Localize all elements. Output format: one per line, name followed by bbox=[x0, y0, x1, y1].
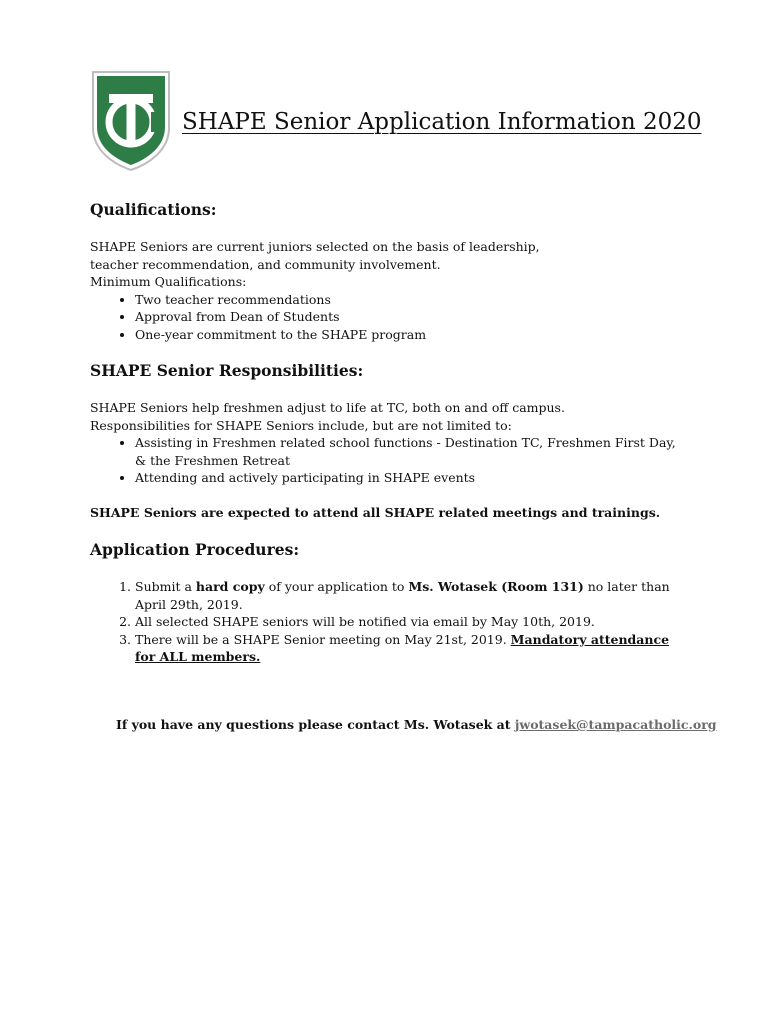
list-item: • One-year commitment to the SHAPE program bbox=[135, 326, 690, 344]
list-item bbox=[135, 578, 690, 613]
step1-post: no later than April 29th, 2019. bbox=[135, 579, 670, 612]
page-title: SHAPE Senior Application Information 2020 bbox=[182, 109, 702, 135]
step1-mid: of your application to bbox=[264, 579, 409, 594]
contact-line bbox=[116, 717, 717, 732]
list-item: • Two teacher recommendations bbox=[135, 291, 690, 309]
procedures-section bbox=[90, 540, 690, 666]
step1-contact-room: Ms. Wotasek (Room 131) bbox=[408, 579, 584, 594]
list-item: • Attending and actively participating in SHAPE events bbox=[135, 469, 690, 487]
qualifications-heading: Qualifications: bbox=[90, 200, 217, 219]
procedures-heading: Application Procedures: bbox=[90, 540, 300, 559]
qualifications-section bbox=[90, 200, 690, 343]
minimum-qualifications-label: Minimum Qualifications: bbox=[90, 274, 247, 289]
step1-hard-copy: hard copy bbox=[195, 579, 265, 594]
step3-pre: There will be a SHAPE Senior meeting on May 21st, 2019. bbox=[135, 631, 511, 647]
qualifications-intro: SHAPE Seniors are current juniors selected on the basis of leadership, teacher recommendation, and community involvement. bbox=[90, 239, 540, 272]
mandatory-attendance: Mandatory attendance for ALL members. bbox=[135, 631, 670, 664]
qualifications-list bbox=[90, 291, 690, 344]
meetings-note: SHAPE Seniors are expected to attend all SHAPE related meetings and trainings. bbox=[90, 504, 661, 520]
responsibilities-section bbox=[90, 361, 690, 521]
list-item: • Assisting in Freshmen related school functions - Destination TC, Freshmen First Day, & the Freshmen Retreat bbox=[135, 434, 690, 469]
step1-pre: Submit a bbox=[135, 579, 196, 594]
contact-text: If you have any questions please contact Ms. Wotasek at bbox=[116, 717, 515, 732]
responsibilities-list-label: Responsibilities for SHAPE Seniors include, but are not limited to: bbox=[90, 417, 512, 433]
responsibilities-list bbox=[90, 434, 690, 487]
procedures-list bbox=[90, 578, 690, 666]
list-item: 2. All selected SHAPE seniors will be notified via email by May 10th, 2019. bbox=[135, 613, 690, 631]
contact-email-link[interactable]: jwotasek@tampacatholic.org bbox=[514, 717, 717, 732]
responsibilities-intro: SHAPE Seniors help freshmen adjust to life at TC, both on and off campus. bbox=[90, 400, 565, 415]
list-item: • Approval from Dean of Students bbox=[135, 308, 690, 326]
responsibilities-heading: SHAPE Senior Responsibilities: bbox=[90, 361, 364, 380]
tc-shield-logo-icon bbox=[91, 70, 171, 172]
list-item bbox=[135, 631, 690, 666]
